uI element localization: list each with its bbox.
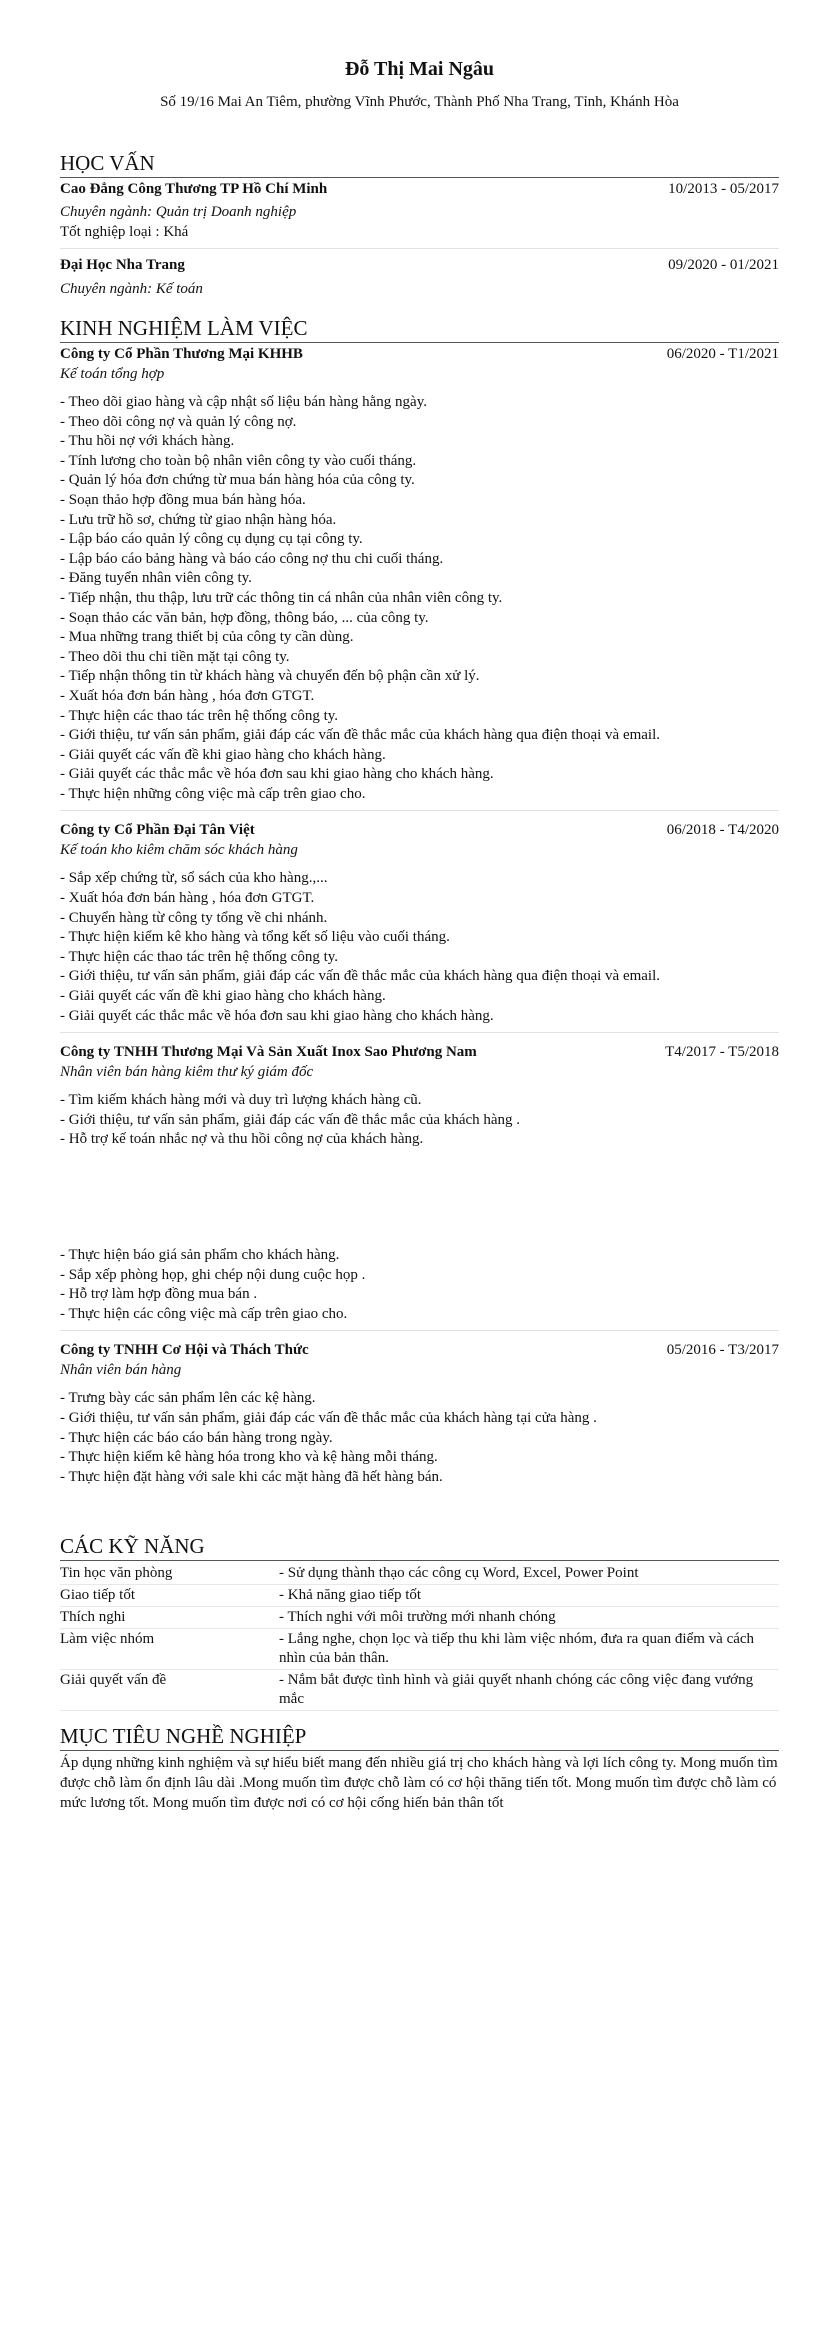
skill-description: - Sử dụng thành thạo các công cụ Word, Excel, Power Point bbox=[279, 1563, 779, 1585]
skills-table bbox=[60, 1563, 779, 1711]
task-item: - Đăng tuyển nhân viên công ty. bbox=[60, 570, 252, 587]
task-item: - Giới thiệu, tư vấn sản phẩm, giải đáp các vấn đề thắc mắc của khách hàng qua điện thoại và email. bbox=[60, 727, 661, 744]
education-period: 10/2013 - 05/2017 bbox=[668, 181, 779, 197]
job-period: 06/2018 - T4/2020 bbox=[666, 822, 779, 839]
task-item: - Theo dõi giao hàng và cập nhật số liệu bán hàng hằng ngày. bbox=[60, 394, 427, 410]
goal-section bbox=[60, 1723, 779, 1813]
task-item: - Mua những trang thiết bị của công ty cần dùng. bbox=[60, 629, 354, 646]
task-item: - Hỗ trợ kế toán nhắc nợ và thu hồi công nợ của khách hàng. bbox=[60, 1131, 424, 1148]
task-item: - Giải quyết các vấn đề khi giao hàng cho khách hàng. bbox=[60, 988, 386, 1005]
task-item: - Trưng bày các sản phẩm lên các kệ hàng. bbox=[60, 1390, 316, 1407]
education-title: HỌC VẤN bbox=[60, 150, 779, 178]
candidate-address: Số 19/16 Mai An Tiêm, phường Vĩnh Phước, Thành Phố Nha Trang, Tỉnh, Khánh Hòa bbox=[160, 94, 679, 110]
task-item: - Giải quyết các thắc mắc về hóa đơn sau khi giao hàng cho khách hàng. bbox=[60, 1007, 494, 1024]
school-name: Đại Học Nha Trang bbox=[60, 257, 185, 273]
education-major: Chuyên ngành: Kế toán bbox=[60, 281, 203, 297]
education-note: Tốt nghiệp loại : Khá bbox=[60, 224, 189, 240]
goal-title: MỤC TIÊU NGHỀ NGHIỆP bbox=[60, 1723, 779, 1751]
company-name: Công ty Cổ Phần Đại Tân Việt bbox=[60, 822, 255, 839]
task-item: - Giới thiệu, tư vấn sản phẩm, giải đáp các vấn đề thắc mắc của khách hàng qua điện thoại và email. bbox=[60, 968, 661, 985]
task-item: - Thực hiện báo giá sản phẩm cho khách hàng. bbox=[60, 1247, 340, 1263]
job-role: Nhân viên bán hàng kiêm thư ký giám đốc bbox=[60, 1064, 314, 1081]
job-role: Nhân viên bán hàng bbox=[60, 1362, 182, 1379]
skills-title: CÁC KỸ NĂNG bbox=[60, 1533, 779, 1561]
job-entry bbox=[60, 1042, 779, 1331]
task-item: - Thực hiện các báo cáo bán hàng trong ngày. bbox=[60, 1429, 333, 1446]
job-header bbox=[60, 820, 779, 840]
task-item: - Tiếp nhận, thu thập, lưu trữ các thông tin cá nhân của nhân viên công ty. bbox=[60, 589, 503, 606]
task-item: - Giải quyết các thắc mắc về hóa đơn sau khi giao hàng cho khách hàng. bbox=[60, 766, 494, 783]
skill-description: - Thích nghi với môi trường mới nhanh chóng bbox=[279, 1607, 779, 1629]
skill-name: Làm việc nhóm bbox=[60, 1629, 279, 1670]
task-item: - Tính lương cho toàn bộ nhân viên công ty vào cuối tháng. bbox=[60, 452, 417, 469]
task-list bbox=[60, 393, 779, 804]
task-item: - Lập báo cáo quản lý công cụ dụng cụ tại công ty. bbox=[60, 531, 363, 548]
task-item: - Lập báo cáo bảng hàng và báo cáo công nợ thu chi cuối tháng. bbox=[60, 550, 444, 567]
education-item bbox=[60, 255, 779, 299]
task-item: - Thực hiện các thao tác trên hệ thống công ty. bbox=[60, 948, 339, 965]
job-period: 05/2016 - T3/2017 bbox=[666, 1342, 779, 1359]
skill-name: Thích nghi bbox=[60, 1607, 279, 1629]
skills-section bbox=[60, 1533, 779, 1711]
job-entry bbox=[60, 344, 779, 811]
task-item: - Thực hiện các thao tác trên hệ thống công ty. bbox=[60, 707, 339, 724]
skill-description: - Lắng nghe, chọn lọc và tiếp thu khi làm việc nhóm, đưa ra quan điểm và cách nhìn của bản thân. bbox=[279, 1629, 779, 1670]
skill-description: - Khả năng giao tiếp tốt bbox=[279, 1585, 779, 1607]
job-entry bbox=[60, 1340, 779, 1493]
job-period: T4/2017 - T5/2018 bbox=[665, 1044, 779, 1061]
company-name: Công ty Cổ Phần Thương Mại KHHB bbox=[60, 346, 303, 362]
experience-section bbox=[60, 315, 779, 1493]
job-role: Kế toán kho kiêm chăm sóc khách hàng bbox=[60, 842, 298, 859]
task-item: - Lưu trữ hồ sơ, chứng từ giao nhận hàng hóa. bbox=[60, 511, 337, 528]
task-item: - Thực hiện các công việc mà cấp trên giao cho. bbox=[60, 1305, 348, 1322]
task-item: - Xuất hóa đơn bán hàng , hóa đơn GTGT. bbox=[60, 890, 315, 907]
job-header bbox=[60, 1042, 779, 1062]
education-period: 09/2020 - 01/2021 bbox=[668, 257, 779, 273]
task-item: - Thu hồi nợ với khách hàng. bbox=[60, 433, 235, 450]
experience-title: KINH NGHIỆM LÀM VIỆC bbox=[60, 315, 779, 343]
school-name: Cao Đẳng Công Thương TP Hồ Chí Minh bbox=[60, 181, 328, 197]
skill-description: - Nắm bắt được tình hình và giải quyết nhanh chóng các công việc đang vướng mắc bbox=[279, 1670, 779, 1711]
job-header bbox=[60, 344, 779, 364]
task-item: - Thực hiện những công việc mà cấp trên giao cho. bbox=[60, 785, 366, 802]
task-list bbox=[60, 1389, 779, 1487]
education-major: Chuyên ngành: Quản trị Doanh nghiệp bbox=[60, 204, 297, 220]
job-role: Kế toán tổng hợp bbox=[60, 366, 165, 382]
skill-name: Tin học văn phòng bbox=[60, 1563, 279, 1585]
task-item: - Tiếp nhận thông tin từ khách hàng và chuyển đến bộ phận cần xử lý. bbox=[60, 668, 480, 685]
task-list bbox=[60, 869, 779, 1026]
task-item: - Tìm kiếm khách hàng mới và duy trì lượng khách hàng cũ. bbox=[60, 1092, 422, 1109]
task-list bbox=[60, 1091, 779, 1150]
task-item: - Theo dõi công nợ và quản lý công nợ. bbox=[60, 413, 297, 430]
task-item: - Sắp xếp chứng từ, sổ sách của kho hàng.,... bbox=[60, 870, 328, 887]
task-item: - Thực hiện kiểm kê kho hàng và tổng kết số liệu vào cuối tháng. bbox=[60, 929, 450, 946]
task-item: - Thực hiện kiểm kê hàng hóa trong kho và kệ hàng mỗi tháng. bbox=[60, 1449, 438, 1466]
task-item: - Soạn thảo các văn bản, hợp đồng, thông báo, ... của công ty. bbox=[60, 609, 429, 626]
task-item: - Sắp xếp phòng họp, ghi chép nội dung cuộc họp . bbox=[60, 1266, 366, 1283]
task-item: - Soạn thảo hợp đồng mua bán hàng hóa. bbox=[60, 491, 306, 508]
task-item: - Thực hiện đặt hàng với sale khi các mặt hàng đã hết hàng bán. bbox=[60, 1468, 443, 1485]
skill-row bbox=[60, 1629, 779, 1670]
skill-row bbox=[60, 1563, 779, 1585]
skill-name: Giao tiếp tốt bbox=[60, 1585, 279, 1607]
task-item: - Hỗ trợ làm hợp đồng mua bán . bbox=[60, 1286, 258, 1303]
skill-row bbox=[60, 1670, 779, 1711]
skill-row bbox=[60, 1585, 779, 1607]
job-entry bbox=[60, 820, 779, 1033]
education-item-header bbox=[60, 179, 779, 199]
company-name: Công ty TNHH Cơ Hội và Thách Thức bbox=[60, 1342, 309, 1359]
company-name: Công ty TNHH Thương Mại Và Sản Xuất Inox Sao Phương Nam bbox=[60, 1044, 477, 1061]
skill-name: Giải quyết vấn đề bbox=[60, 1670, 279, 1711]
task-item: - Xuất hóa đơn bán hàng , hóa đơn GTGT. bbox=[60, 687, 315, 704]
task-item: - Quản lý hóa đơn chứng từ mua bán hàng hóa của công ty. bbox=[60, 472, 415, 489]
education-item-header bbox=[60, 255, 779, 275]
job-header bbox=[60, 1340, 779, 1360]
goal-text: Áp dụng những kinh nghiệm và sự hiểu biết mang đến nhiều giá trị cho khách hàng và lợi lích công ty. Mong muốn tìm được chỗ làm ổn định lâu dài .Mong muốn tìm được chỗ làm có cơ hội thăng tiến tốt. Mong muốn tìm được chỗ làm có mức lương tốt. Mong muốn tìm được nơi có cơ hội cống hiến bản thân tốt bbox=[60, 1755, 778, 1812]
task-item: - Giới thiệu, tư vấn sản phẩm, giải đáp các vấn đề thắc mắc của khách hàng . bbox=[60, 1111, 521, 1128]
task-item: - Giải quyết các vấn đề khi giao hàng cho khách hàng. bbox=[60, 746, 386, 763]
education-item bbox=[60, 179, 779, 249]
skill-row bbox=[60, 1607, 779, 1629]
education-section bbox=[60, 150, 779, 299]
task-list-continued bbox=[60, 1246, 779, 1324]
task-item: - Chuyển hàng từ công ty tổng về chi nhánh. bbox=[60, 909, 328, 926]
job-period: 06/2020 - T1/2021 bbox=[666, 346, 779, 362]
task-item: - Giới thiệu, tư vấn sản phẩm, giải đáp các vấn đề thắc mắc của khách hàng tại cửa hàng . bbox=[60, 1409, 597, 1426]
task-item: - Theo dõi thu chi tiền mặt tại công ty. bbox=[60, 648, 290, 665]
candidate-name: Đỗ Thị Mai Ngâu bbox=[344, 58, 495, 80]
